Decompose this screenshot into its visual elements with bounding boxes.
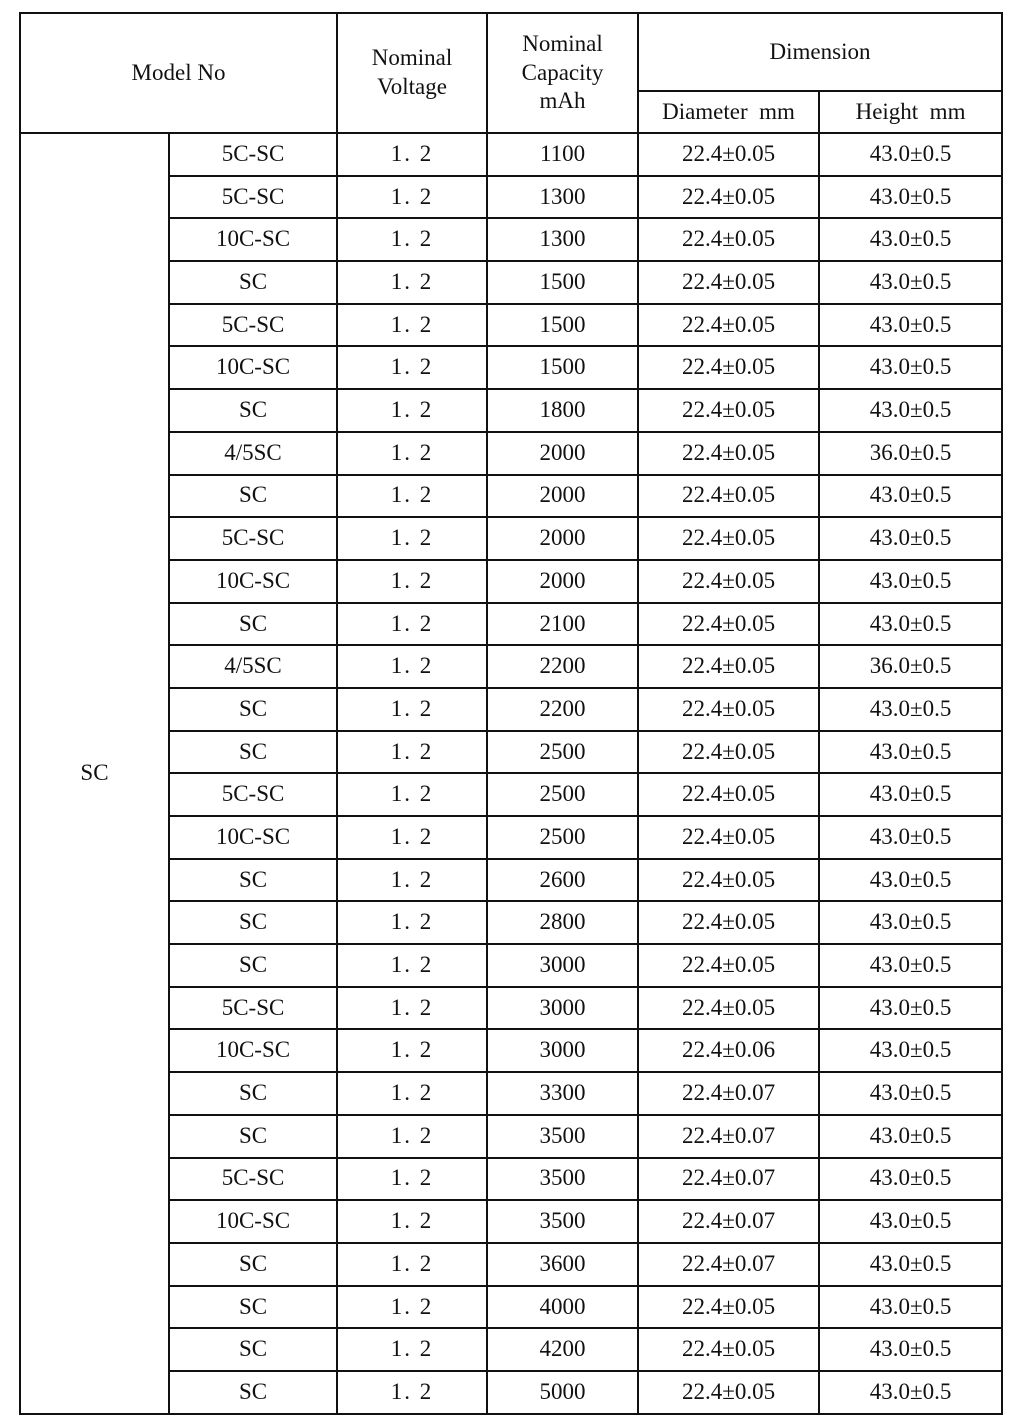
cell-height: 43.0±0.5 — [819, 773, 1002, 816]
cell-capacity: 2800 — [487, 901, 638, 944]
cell-model: SC — [169, 859, 337, 902]
header-model-no: Model No — [20, 13, 337, 133]
cell-diameter: 22.4±0.05 — [638, 901, 819, 944]
cell-height: 43.0±0.5 — [819, 346, 1002, 389]
cell-model: 5C-SC — [169, 517, 337, 560]
cell-model: 4/5SC — [169, 645, 337, 688]
cell-model: 5C-SC — [169, 987, 337, 1030]
cell-height: 43.0±0.5 — [819, 1200, 1002, 1243]
cell-capacity: 1800 — [487, 389, 638, 432]
cell-diameter: 22.4±0.05 — [638, 859, 819, 902]
cell-model: 10C-SC — [169, 346, 337, 389]
cell-capacity: 2000 — [487, 432, 638, 475]
header-nominal-voltage — [337, 13, 487, 133]
cell-height: 43.0±0.5 — [819, 1328, 1002, 1371]
cell-height: 43.0±0.5 — [819, 1115, 1002, 1158]
cell-voltage: 1. 2 — [337, 560, 487, 603]
cell-voltage: 1. 2 — [337, 1029, 487, 1072]
cell-diameter: 22.4±0.05 — [638, 773, 819, 816]
cell-capacity: 2500 — [487, 731, 638, 774]
cell-height: 43.0±0.5 — [819, 987, 1002, 1030]
cell-height: 43.0±0.5 — [819, 261, 1002, 304]
cell-voltage: 1. 2 — [337, 859, 487, 902]
cell-model: SC — [169, 1072, 337, 1115]
cell-height: 43.0±0.5 — [819, 1158, 1002, 1201]
cell-height: 43.0±0.5 — [819, 133, 1002, 176]
cell-capacity: 3600 — [487, 1243, 638, 1286]
cell-capacity: 2500 — [487, 773, 638, 816]
cell-model: SC — [169, 603, 337, 646]
cell-model: 5C-SC — [169, 304, 337, 347]
cell-height: 43.0±0.5 — [819, 517, 1002, 560]
cell-voltage: 1. 2 — [337, 475, 487, 518]
cell-diameter: 22.4±0.05 — [638, 218, 819, 261]
cell-model: SC — [169, 1371, 337, 1414]
cell-height: 43.0±0.5 — [819, 944, 1002, 987]
cell-diameter: 22.4±0.05 — [638, 133, 819, 176]
cell-model: SC — [169, 1243, 337, 1286]
cell-diameter: 22.4±0.05 — [638, 475, 819, 518]
cell-height: 43.0±0.5 — [819, 816, 1002, 859]
cell-height: 43.0±0.5 — [819, 389, 1002, 432]
cell-height: 36.0±0.5 — [819, 432, 1002, 475]
cell-voltage: 1. 2 — [337, 261, 487, 304]
cell-height: 43.0±0.5 — [819, 603, 1002, 646]
cell-height: 43.0±0.5 — [819, 731, 1002, 774]
cell-voltage: 1. 2 — [337, 176, 487, 219]
cell-capacity: 2200 — [487, 688, 638, 731]
cell-voltage: 1. 2 — [337, 133, 487, 176]
cell-model: 5C-SC — [169, 773, 337, 816]
cell-diameter: 22.4±0.05 — [638, 731, 819, 774]
cell-diameter: 22.4±0.05 — [638, 645, 819, 688]
cell-capacity: 3500 — [487, 1158, 638, 1201]
cell-diameter: 22.4±0.05 — [638, 816, 819, 859]
cell-voltage: 1. 2 — [337, 773, 487, 816]
cell-height: 43.0±0.5 — [819, 901, 1002, 944]
cell-voltage: 1. 2 — [337, 432, 487, 475]
cell-diameter: 22.4±0.06 — [638, 1029, 819, 1072]
cell-height: 43.0±0.5 — [819, 176, 1002, 219]
cell-capacity: 4000 — [487, 1286, 638, 1329]
cell-voltage: 1. 2 — [337, 218, 487, 261]
cell-capacity: 3500 — [487, 1200, 638, 1243]
cell-capacity: 2500 — [487, 816, 638, 859]
cell-height: 43.0±0.5 — [819, 1286, 1002, 1329]
cell-diameter: 22.4±0.05 — [638, 1371, 819, 1414]
cell-capacity: 1500 — [487, 261, 638, 304]
cell-diameter: 22.4±0.05 — [638, 346, 819, 389]
cell-model: SC — [169, 261, 337, 304]
header-dimension: Dimension — [638, 13, 1002, 91]
cell-voltage: 1. 2 — [337, 944, 487, 987]
cell-capacity: 1500 — [487, 346, 638, 389]
cell-model: 4/5SC — [169, 432, 337, 475]
table-header — [20, 13, 1002, 133]
cell-model: 5C-SC — [169, 1158, 337, 1201]
cell-voltage: 1. 2 — [337, 731, 487, 774]
cell-height: 43.0±0.5 — [819, 218, 1002, 261]
cell-voltage: 1. 2 — [337, 517, 487, 560]
cell-voltage: 1. 2 — [337, 1072, 487, 1115]
cell-diameter: 22.4±0.05 — [638, 432, 819, 475]
cell-voltage: 1. 2 — [337, 1200, 487, 1243]
cell-diameter: 22.4±0.07 — [638, 1072, 819, 1115]
header-height: Height mm — [819, 91, 1002, 133]
cell-model: SC — [169, 944, 337, 987]
cell-height: 36.0±0.5 — [819, 645, 1002, 688]
cell-voltage: 1. 2 — [337, 603, 487, 646]
table-body — [20, 133, 1002, 1414]
cell-diameter: 22.4±0.05 — [638, 517, 819, 560]
cell-capacity: 4200 — [487, 1328, 638, 1371]
cell-diameter: 22.4±0.05 — [638, 560, 819, 603]
cell-height: 43.0±0.5 — [819, 1072, 1002, 1115]
cell-capacity: 3500 — [487, 1115, 638, 1158]
cell-model: 5C-SC — [169, 176, 337, 219]
cell-voltage: 1. 2 — [337, 346, 487, 389]
cell-voltage: 1. 2 — [337, 1328, 487, 1371]
cell-capacity: 5000 — [487, 1371, 638, 1414]
cell-diameter: 22.4±0.05 — [638, 603, 819, 646]
cell-diameter: 22.4±0.05 — [638, 304, 819, 347]
cell-model: 10C-SC — [169, 560, 337, 603]
cell-capacity: 1300 — [487, 176, 638, 219]
group-label-sc: SC — [20, 133, 169, 1414]
cell-voltage: 1. 2 — [337, 901, 487, 944]
cell-height: 43.0±0.5 — [819, 859, 1002, 902]
cell-capacity: 2000 — [487, 475, 638, 518]
cell-capacity: 3300 — [487, 1072, 638, 1115]
cell-model: 10C-SC — [169, 1200, 337, 1243]
cell-voltage: 1. 2 — [337, 816, 487, 859]
cell-model: SC — [169, 389, 337, 432]
cell-height: 43.0±0.5 — [819, 1371, 1002, 1414]
header-nominal-voltage-line2: Voltage — [377, 74, 447, 99]
cell-height: 43.0±0.5 — [819, 1029, 1002, 1072]
cell-voltage: 1. 2 — [337, 304, 487, 347]
cell-height: 43.0±0.5 — [819, 475, 1002, 518]
cell-diameter: 22.4±0.05 — [638, 688, 819, 731]
cell-model: 5C-SC — [169, 133, 337, 176]
cell-model: SC — [169, 1115, 337, 1158]
cell-voltage: 1. 2 — [337, 1371, 487, 1414]
cell-diameter: 22.4±0.07 — [638, 1115, 819, 1158]
cell-diameter: 22.4±0.05 — [638, 987, 819, 1030]
battery-spec-table — [19, 12, 1003, 1415]
cell-voltage: 1. 2 — [337, 389, 487, 432]
cell-voltage: 1. 2 — [337, 645, 487, 688]
cell-capacity: 1500 — [487, 304, 638, 347]
cell-voltage: 1. 2 — [337, 1286, 487, 1329]
header-nominal-capacity — [487, 13, 638, 133]
cell-diameter: 22.4±0.05 — [638, 261, 819, 304]
cell-capacity: 2200 — [487, 645, 638, 688]
cell-capacity: 3000 — [487, 944, 638, 987]
cell-capacity: 3000 — [487, 1029, 638, 1072]
cell-voltage: 1. 2 — [337, 1158, 487, 1201]
cell-height: 43.0±0.5 — [819, 1243, 1002, 1286]
cell-capacity: 2600 — [487, 859, 638, 902]
cell-model: SC — [169, 475, 337, 518]
cell-height: 43.0±0.5 — [819, 304, 1002, 347]
cell-model: SC — [169, 688, 337, 731]
cell-model: SC — [169, 731, 337, 774]
cell-diameter: 22.4±0.07 — [638, 1243, 819, 1286]
cell-diameter: 22.4±0.07 — [638, 1200, 819, 1243]
cell-model: SC — [169, 1286, 337, 1329]
cell-capacity: 3000 — [487, 987, 638, 1030]
cell-capacity: 2000 — [487, 517, 638, 560]
header-diameter: Diameter mm — [638, 91, 819, 133]
cell-voltage: 1. 2 — [337, 688, 487, 731]
cell-model: 10C-SC — [169, 816, 337, 859]
cell-diameter: 22.4±0.05 — [638, 176, 819, 219]
header-nominal-capacity-line1: Nominal — [522, 30, 603, 56]
cell-voltage: 1. 2 — [337, 987, 487, 1030]
cell-voltage: 1. 2 — [337, 1243, 487, 1286]
header-nominal-voltage-line1: Nominal — [371, 45, 453, 71]
cell-capacity: 1300 — [487, 218, 638, 261]
cell-diameter: 22.4±0.07 — [638, 1158, 819, 1201]
header-nominal-capacity-line2: Capacity — [521, 59, 604, 85]
cell-capacity: 1100 — [487, 133, 638, 176]
cell-diameter: 22.4±0.05 — [638, 389, 819, 432]
table-row — [20, 133, 1002, 176]
cell-model: SC — [169, 901, 337, 944]
cell-model: SC — [169, 1328, 337, 1371]
cell-height: 43.0±0.5 — [819, 688, 1002, 731]
cell-model: 10C-SC — [169, 1029, 337, 1072]
cell-capacity: 2000 — [487, 560, 638, 603]
cell-capacity: 2100 — [487, 603, 638, 646]
cell-height: 43.0±0.5 — [819, 560, 1002, 603]
cell-model: 10C-SC — [169, 218, 337, 261]
cell-diameter: 22.4±0.05 — [638, 944, 819, 987]
cell-diameter: 22.4±0.05 — [638, 1286, 819, 1329]
cell-voltage: 1. 2 — [337, 1115, 487, 1158]
header-nominal-capacity-line3: mAh — [539, 88, 586, 114]
cell-diameter: 22.4±0.05 — [638, 1328, 819, 1371]
